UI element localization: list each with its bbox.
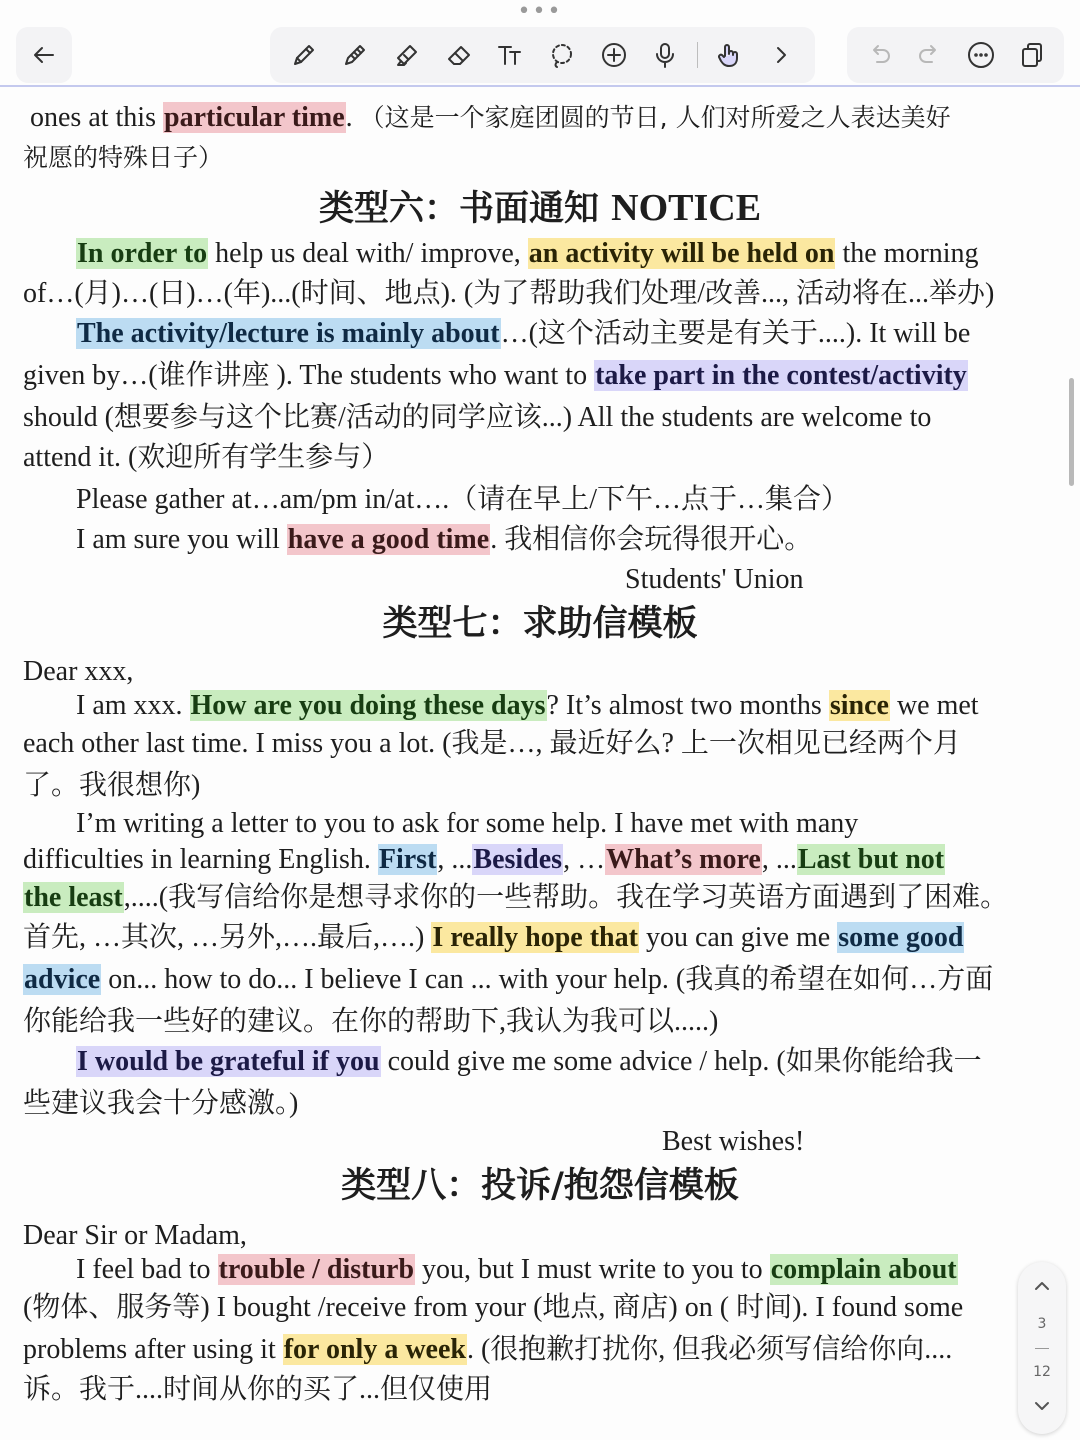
current-page: 3 bbox=[1037, 1315, 1047, 1332]
text-line: advice on... how to do... I believe I can ... with your help. (我真的希望在如何…方面 bbox=[24, 964, 994, 995]
pencil-icon[interactable] bbox=[335, 35, 375, 75]
back-button[interactable] bbox=[16, 27, 72, 83]
window-grabber[interactable]: ••• bbox=[517, 0, 563, 24]
highlight-red: trouble / disturb bbox=[218, 1254, 415, 1285]
signature-line: Best wishes! bbox=[662, 1126, 805, 1157]
highlight-red: have a good time bbox=[287, 524, 490, 555]
highlight-blue: The activity/lecture is mainly about bbox=[77, 318, 500, 349]
drawing-tools bbox=[270, 27, 815, 83]
highlight-red: What’s more bbox=[606, 844, 761, 875]
toolbar-separator bbox=[697, 42, 698, 68]
page-separator bbox=[1035, 1348, 1049, 1349]
section-heading-7: 类型七：求助信模板 bbox=[382, 604, 698, 644]
text-line: (物体、服务等) I bought /receive from your (地点, 商店) on ( 时间). I found some bbox=[23, 1292, 964, 1323]
highlight-yellow: since bbox=[829, 690, 889, 721]
highlight-green: Last but not bbox=[797, 844, 945, 875]
highlight-blue: some good bbox=[838, 922, 964, 953]
section-heading-8: 类型八：投诉/抱怨信模板 bbox=[341, 1166, 739, 1206]
highlight-purple: Besides bbox=[473, 844, 563, 875]
note-page[interactable] bbox=[0, 88, 1060, 1440]
text-line: I would be grateful if you could give me some advice / help. (如果你能给我一 bbox=[77, 1046, 982, 1077]
edit-actions bbox=[847, 27, 1064, 83]
signature-line: Students' Union bbox=[625, 564, 804, 595]
highlight-blue: First bbox=[378, 844, 437, 875]
section-heading-6: 类型六：书面通知 NOTICE bbox=[318, 187, 762, 229]
text-line: In order to help us deal with/ improve, an activity will be held on the morning bbox=[77, 238, 979, 269]
pen-icon[interactable] bbox=[284, 35, 324, 75]
text-line: of…(月)…(日)…(年)...(时间、地点). (为了帮助我们处理/改善..., 活动将在...举办) bbox=[23, 278, 995, 309]
text-line: I’m writing a letter to you to ask for some help. I have met with many bbox=[76, 808, 859, 839]
chevron-down-icon bbox=[1032, 1396, 1052, 1416]
text-line: I feel bad to trouble / disturb you, but I must write to you to complain about bbox=[76, 1254, 957, 1285]
top-toolbar bbox=[0, 0, 1080, 86]
lasso-icon[interactable] bbox=[542, 35, 582, 75]
page-up-button[interactable] bbox=[1032, 1276, 1052, 1300]
microphone-icon[interactable] bbox=[645, 35, 685, 75]
text-line: 首先, …其次, …另外,….最后,….) I really hope that you can give me some good bbox=[23, 922, 964, 953]
salutation: Dear xxx, bbox=[23, 656, 134, 687]
total-pages: 12 bbox=[1033, 1364, 1051, 1381]
undo-icon[interactable] bbox=[859, 35, 899, 75]
add-circle-icon[interactable] bbox=[594, 35, 634, 75]
scrollbar-thumb[interactable] bbox=[1069, 378, 1074, 486]
text-line: 了。我很想你) bbox=[23, 770, 201, 801]
arrow-left-icon bbox=[24, 35, 64, 75]
highlight-green: In order to bbox=[77, 238, 208, 269]
eraser-icon[interactable] bbox=[439, 35, 479, 75]
highlight-yellow: for only a week bbox=[283, 1334, 466, 1365]
highlighter-icon[interactable] bbox=[387, 35, 427, 75]
text-line: 祝愿的特殊日子） bbox=[23, 143, 224, 172]
text-line: I am sure you will have a good time. 我相信你会玩得很开心。 bbox=[76, 524, 813, 555]
text-line: given by…(谁作讲座 ). The students who want to take part in the contest/activity bbox=[23, 360, 967, 391]
text-line: problems after using it for only a week. (很抱歉打扰你, 但我必须写信给你向.... bbox=[23, 1334, 953, 1365]
redo-icon[interactable] bbox=[910, 35, 950, 75]
highlight-green: the least bbox=[24, 882, 123, 913]
text-line: each other last time. I miss you a lot. (我是…, 最近好么? 上一次相见已经两个月 bbox=[23, 728, 961, 759]
chevron-right-icon[interactable] bbox=[761, 35, 801, 75]
more-icon[interactable] bbox=[961, 35, 1001, 75]
pages-icon[interactable] bbox=[1012, 35, 1052, 75]
text-line: attend it. (欢迎所有学生参与） bbox=[23, 442, 390, 473]
text-line: 你能给我一些好的建议。在你的帮助下,我认为我可以.....) bbox=[23, 1006, 719, 1037]
text-line: the least,....(我写信给你是想寻求你的一些帮助。我在学习英语方面遇到了困难。 bbox=[24, 882, 1009, 913]
text-line: The activity/lecture is mainly about…(这个活动主要是有关于....). It will be bbox=[77, 318, 971, 349]
highlight-purple: take part in the contest/activity bbox=[595, 360, 967, 391]
highlight-purple: I would be grateful if you bbox=[77, 1046, 380, 1077]
highlight-yellow: I really hope that bbox=[432, 922, 638, 953]
text-format-icon[interactable] bbox=[490, 35, 530, 75]
chevron-up-icon bbox=[1032, 1276, 1052, 1296]
highlight-green: How are you doing these days bbox=[190, 690, 546, 721]
text-line: 诉。我于....时间从你的买了...但仅使用 bbox=[23, 1374, 493, 1405]
highlight-blue: advice bbox=[24, 964, 101, 995]
text-line: 些建议我会十分感激。) bbox=[23, 1088, 299, 1119]
page-down-button[interactable] bbox=[1032, 1396, 1052, 1420]
text-line: should (想要参与这个比赛/活动的同学应该...) All the students are welcome to bbox=[23, 402, 932, 433]
page-navigator bbox=[1018, 1262, 1066, 1434]
text-line: Please gather at…am/pm in/at….（请在早上/下午…点于…集合） bbox=[76, 484, 850, 515]
salutation: Dear Sir or Madam, bbox=[23, 1220, 247, 1251]
highlight-red: particular time bbox=[164, 102, 345, 133]
highlight-green: complain about bbox=[770, 1254, 957, 1285]
toolbar-divider bbox=[0, 85, 1080, 87]
touch-hand-icon[interactable] bbox=[709, 35, 749, 75]
text-line: difficulties in learning English. First, ...Besides, …What’s more, ...Last but not bbox=[23, 844, 945, 875]
text-line: I am xxx. How are you doing these days? It’s almost two months since we met bbox=[76, 690, 979, 721]
highlight-yellow: an activity will be held on bbox=[528, 238, 835, 269]
text-line: ones at this particular time. （这是一个家庭团圆的节日, 人们对所爱之人表达美好 bbox=[30, 102, 951, 133]
